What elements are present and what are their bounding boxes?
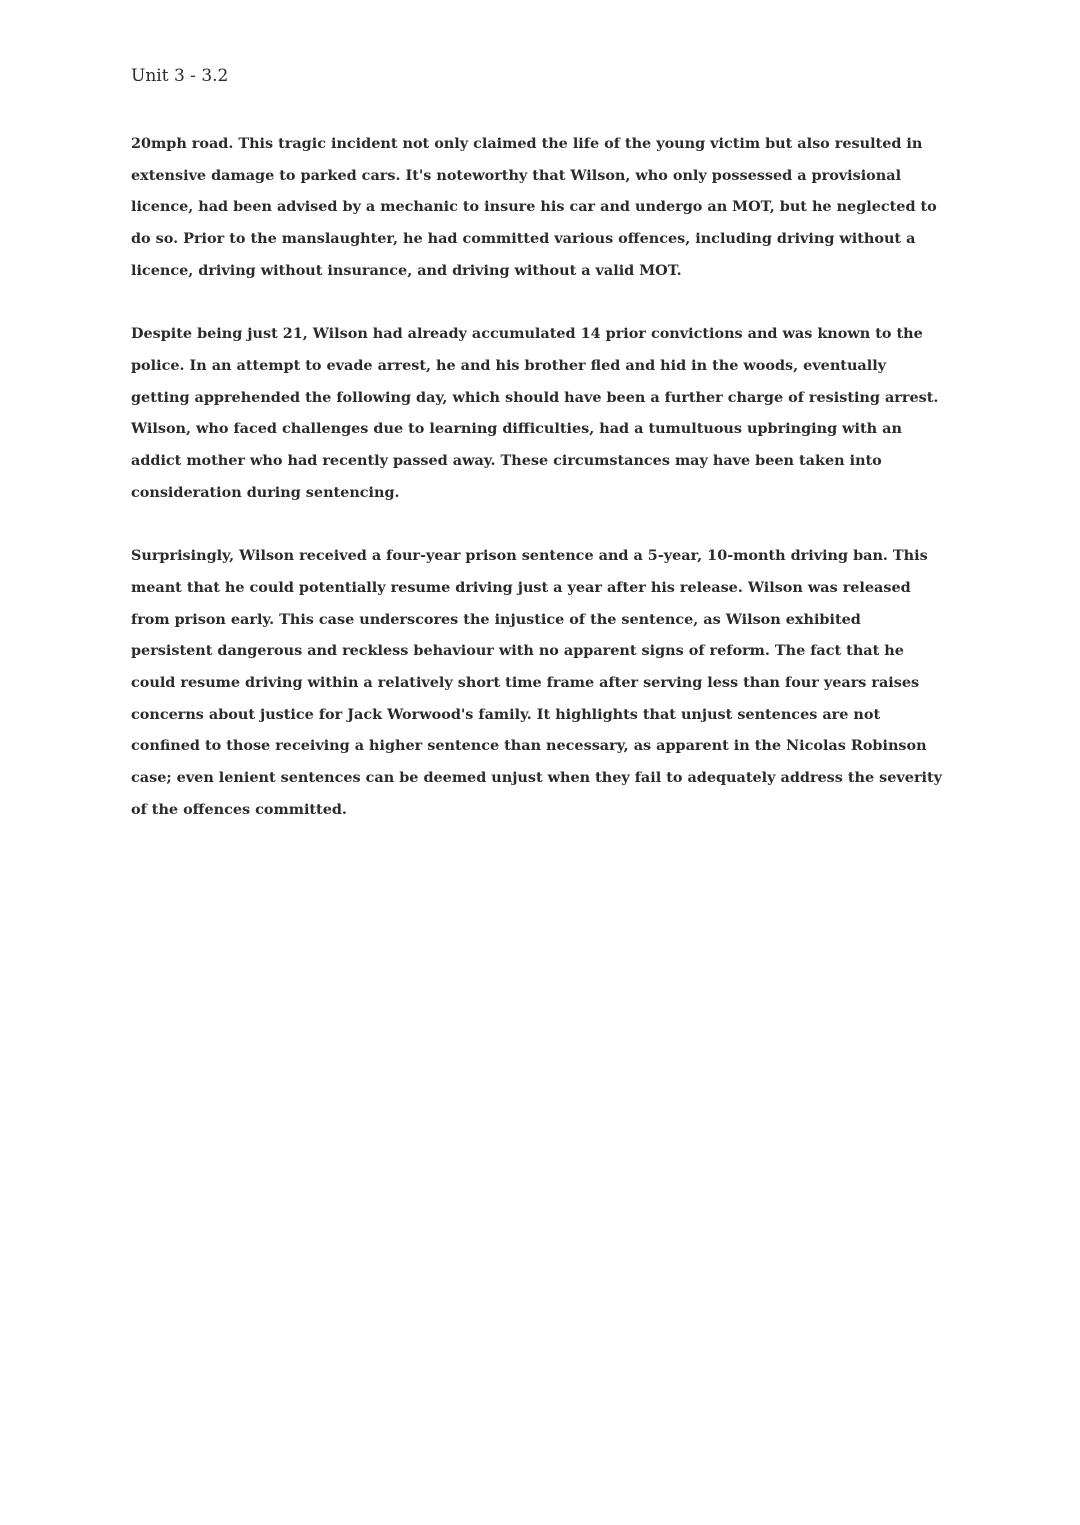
text-line: Despite being just 21, Wilson had already accumulated 14 prior convictions and was known to the [131, 325, 923, 343]
text-line: licence, driving without insurance, and driving without a valid MOT. [131, 261, 682, 279]
document-body [131, 128, 943, 825]
text-line: confined to those receiving a higher sentence than necessary, as apparent in the Nicolas Robinson [131, 737, 927, 755]
paragraph [131, 128, 943, 287]
text-line: addict mother who had recently passed away. These circumstances may have been taken into [131, 452, 882, 470]
text-line: could resume driving within a relatively short time frame after serving less than four years raises [131, 673, 920, 691]
text-line: from prison early. This case underscores the injustice of the sentence, as Wilson exhibited [131, 610, 861, 628]
text-line: licence, had been advised by a mechanic to insure his car and undergo an MOT, but he neglected to [131, 198, 937, 216]
paragraph [131, 318, 943, 508]
text-line: 20mph road. This tragic incident not only claimed the life of the young victim but also resulted in [131, 135, 923, 152]
text-line: case; even lenient sentences can be deemed unjust when they fail to adequately address the severity [131, 769, 942, 787]
paragraph [131, 540, 943, 825]
text-line: of the offences committed. [131, 800, 347, 818]
text-line: persistent dangerous and reckless behaviour with no apparent signs of reform. The fact that he [131, 642, 904, 660]
text-line: police. In an attempt to evade arrest, he and his brother fled and hid in the woods, eventually [131, 356, 887, 374]
text-line: consideration during sentencing. [131, 483, 400, 501]
text-line: concerns about justice for Jack Worwood's family. It highlights that unjust sentences are not [131, 705, 881, 723]
text-line: do so. Prior to the manslaughter, he had committed various offences, including driving without a [131, 230, 916, 248]
page-header: Unit 3 - 3.2 [131, 66, 229, 86]
text-line: Surprisingly, Wilson received a four-year prison sentence and a 5-year, 10-month driving ban. This [131, 547, 928, 565]
text-line: getting apprehended the following day, which should have been a further charge of resisting arrest. [131, 388, 939, 406]
text-line: Wilson, who faced challenges due to learning difficulties, had a tumultuous upbringing with an [131, 420, 902, 438]
text-line: extensive damage to parked cars. It's noteworthy that Wilson, who only possessed a provisional [131, 166, 902, 184]
text-line: meant that he could potentially resume driving just a year after his release. Wilson was released [131, 578, 911, 596]
